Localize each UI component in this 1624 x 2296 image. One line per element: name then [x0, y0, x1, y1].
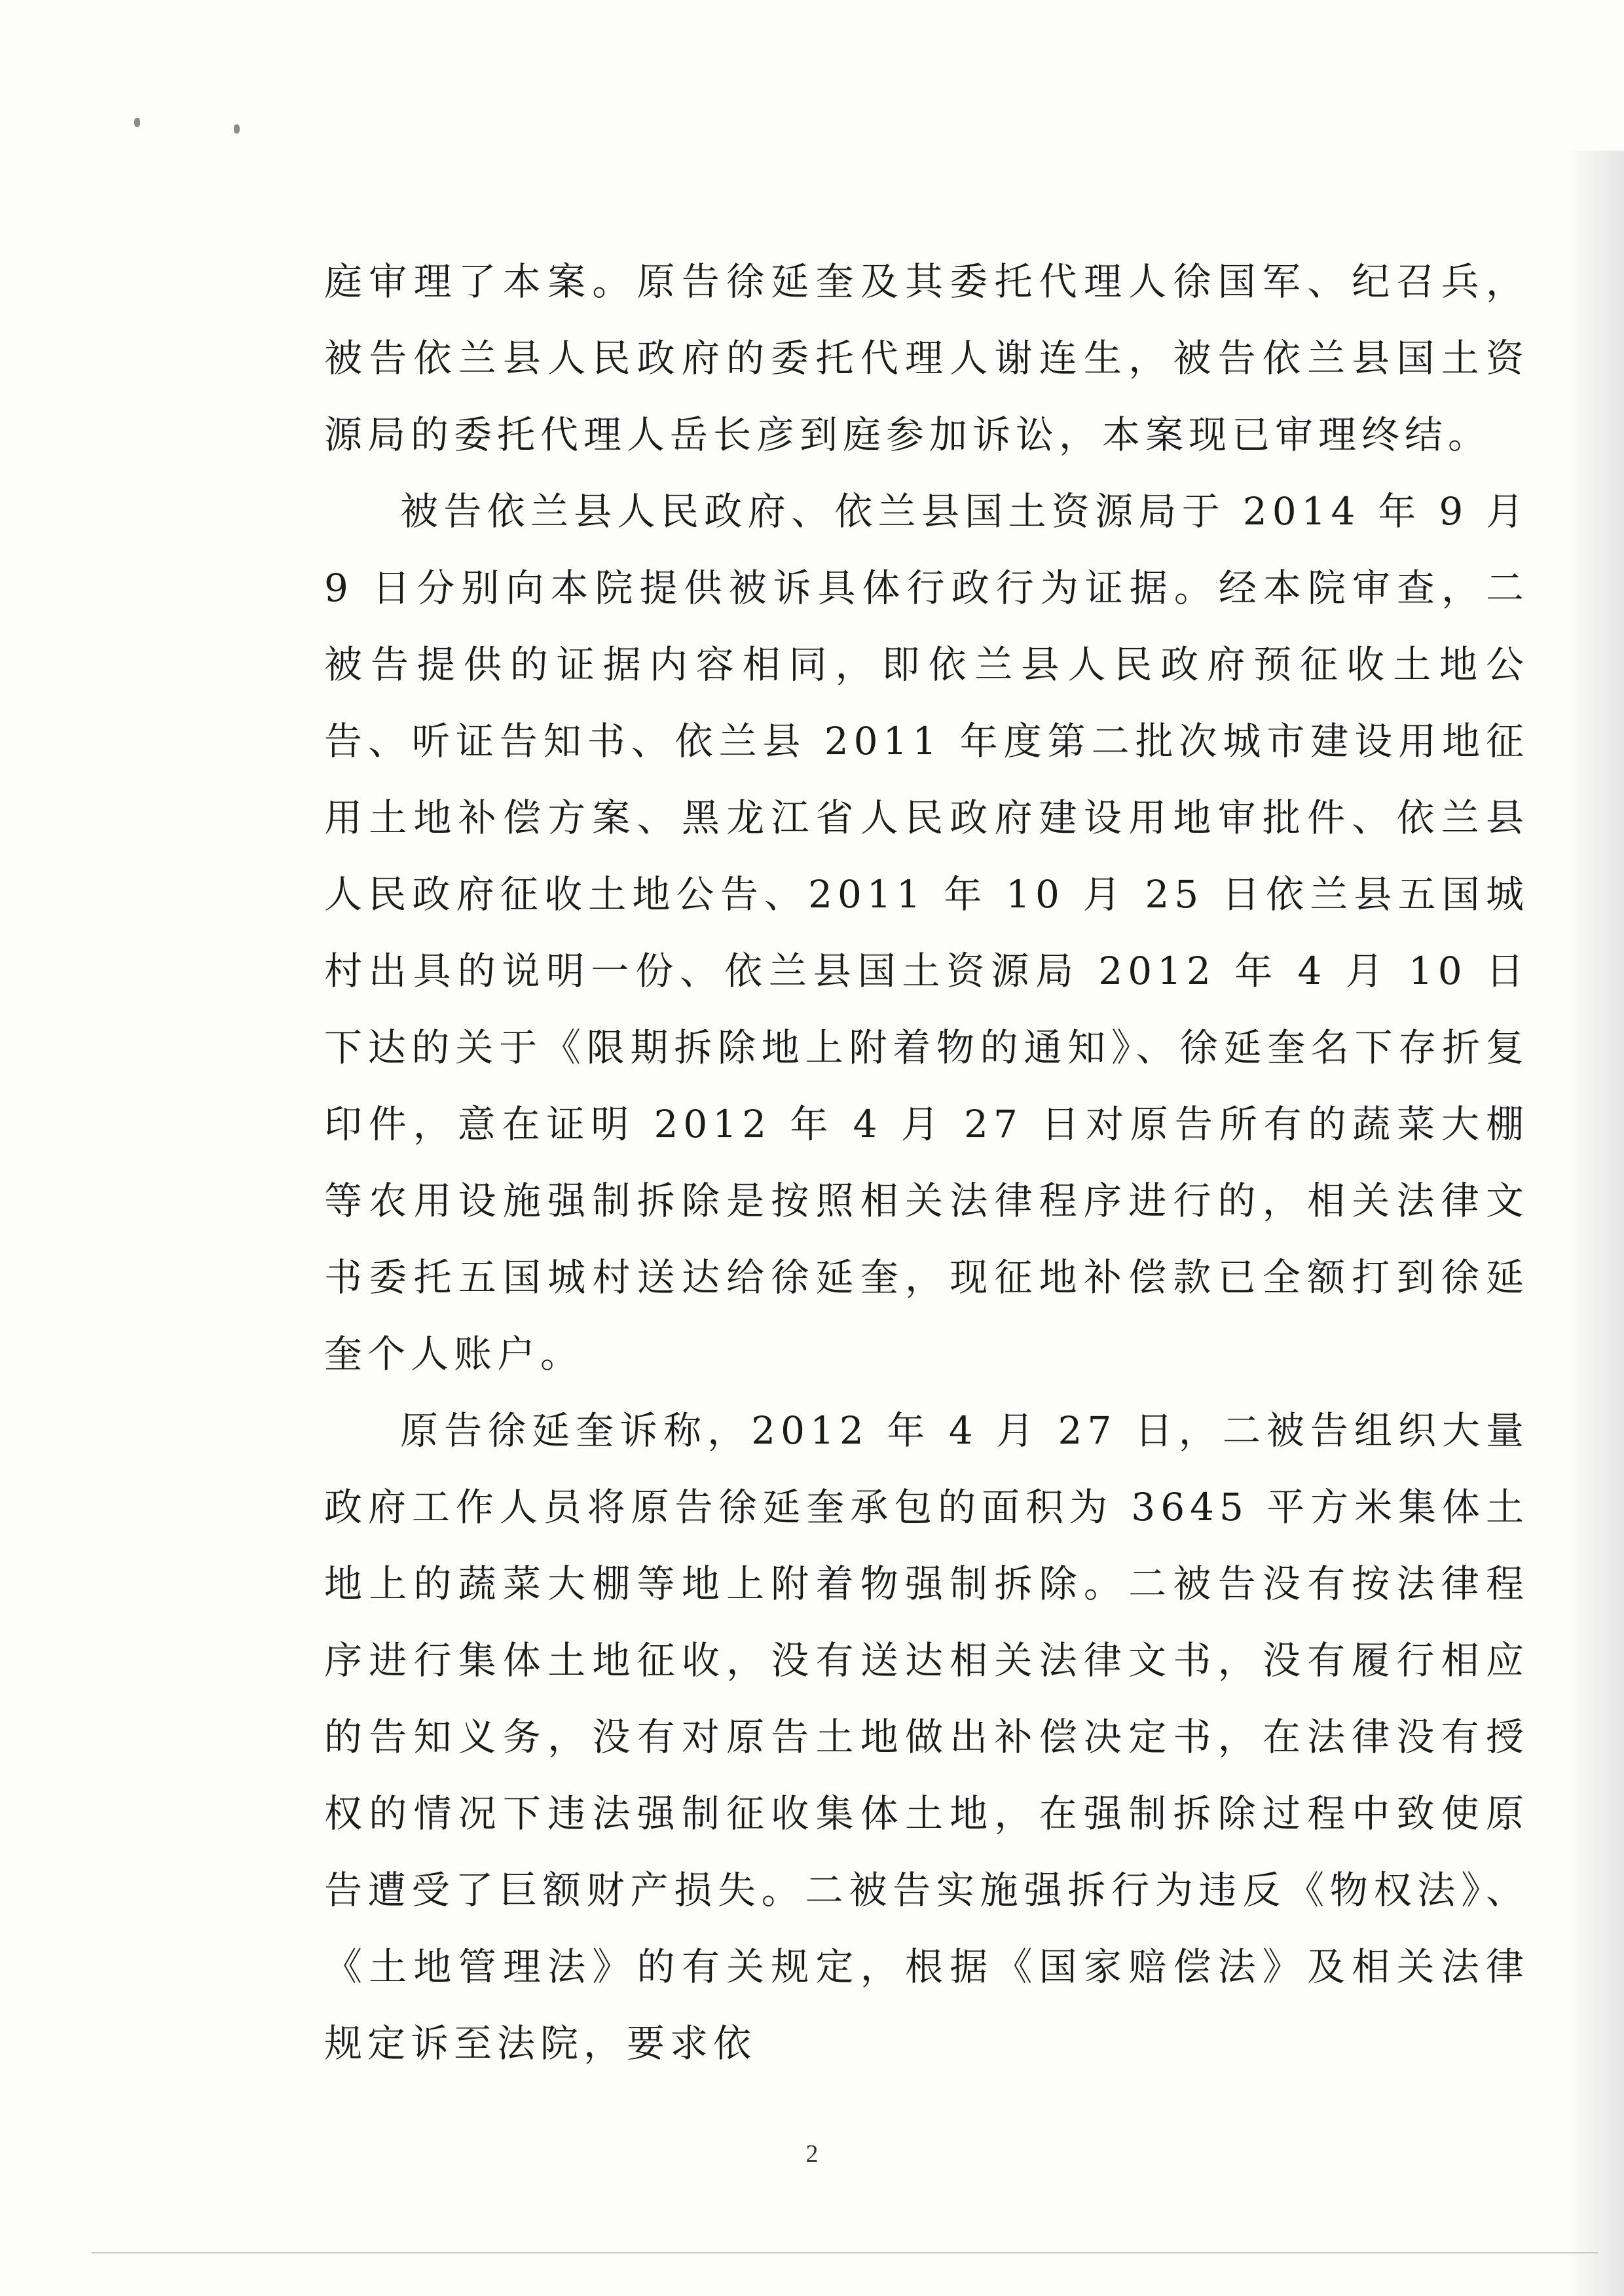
- paragraph-1: 庭审理了本案。原告徐延奎及其委托代理人徐国军、纪召兵，被告依兰县人民政府的委托代理人谢连生，被告依兰县国土资源局的委托代理人岳长彦到庭参加诉讼，本案现已审理终结。: [324, 259, 1529, 457]
- paragraph-2: 被告依兰县人民政府、依兰县国土资源局于 2014 年 9 月 9 日分别向本院提供被诉具体行政行为证据。经本院审查，二被告提供的证据内容相同，即依兰县人民政府预征收土地公告、听证告知书、依兰县 2011 年度第二批次城市建设用地征用土地补偿方案、黑龙江省人民政府建设用地审批件、依兰县人民政府征收土地公告、2011 年 10 月 25 日依兰县五国城村出具的说明一份、依兰县国土资源局 2012 年 4 月 10 日下达的关于《限期拆除地上附着物的通知》、徐延奎名下存折复印件，意在证明 2012 年 4 月 27 日对原告所有的蔬菜大棚等农用设施强制拆除是按照相关法律程序进行的，相关法律文书委托五国城村送达给徐延奎，现征地补偿款已全额打到徐延奎个人账户。: [324, 489, 1529, 1376]
- document-body: [324, 244, 1529, 2082]
- scan-speck: [234, 124, 240, 134]
- scan-speck: [134, 118, 140, 127]
- paragraph-3: 原告徐延奎诉称，2012 年 4 月 27 日，二被告组织大量政府工作人员将原告徐延奎承包的面积为 3645 平方米集体土地上的蔬菜大棚等地上附着物强制拆除。二被告没有按法律程序进行集体土地征收，没有送达相关法律文书，没有履行相应的告知义务，没有对原告土地做出补偿决定书，在法律没有授权的情况下违法强制征收集体土地，在强制拆除过程中致使原告遭受了巨额财产损失。二被告实施强拆行为违反《物权法》、《土地管理法》的有关规定，根据《国家赔偿法》及相关法律规定诉至法院，要求依: [324, 1408, 1529, 2066]
- page-number: 2: [805, 2140, 819, 2168]
- scan-edge-line: [92, 2252, 1598, 2253]
- scan-shadow: [1565, 151, 1624, 2296]
